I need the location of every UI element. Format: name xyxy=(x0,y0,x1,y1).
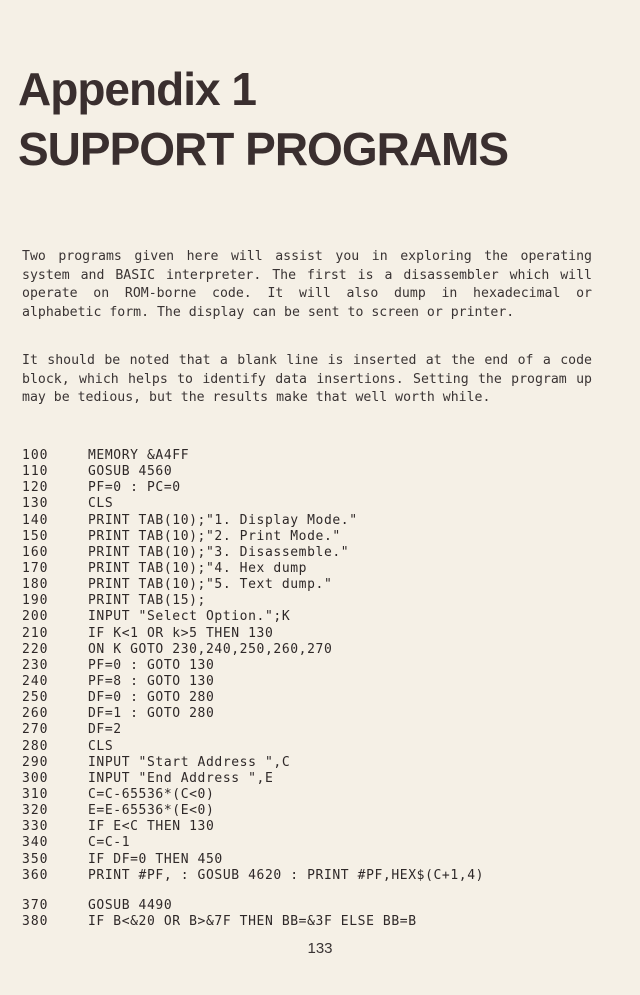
page-number: 133 xyxy=(307,940,333,957)
code-statement: IF E<C THEN 130 xyxy=(88,819,215,835)
line-number: 330 xyxy=(22,819,49,835)
code-line xyxy=(22,914,622,930)
code-line xyxy=(22,658,622,674)
line-number: 230 xyxy=(22,657,49,673)
code-line xyxy=(22,496,622,512)
line-number: 300 xyxy=(22,770,49,786)
code-line xyxy=(22,739,622,755)
intro-paragraph: Two programs given here will assist you in exploring the operating system and BASIC interpreter. The first is a disassembler which will operate on ROM-borne code. It will also dump in hexadecimal or alphabetic form. The display can be sent to screen or printer. xyxy=(22,249,592,320)
code-line xyxy=(22,545,622,561)
code-statement: E=E-65536*(E<0) xyxy=(88,803,215,819)
code-line xyxy=(22,835,622,851)
code-statement: PRINT TAB(10);"4. Hex dump xyxy=(88,560,308,576)
code-statement: DF=0 : GOTO 280 xyxy=(88,690,215,706)
line-number: 380 xyxy=(22,913,49,929)
code-statement: CLS xyxy=(88,738,114,754)
line-number: 360 xyxy=(22,867,49,883)
code-line xyxy=(22,529,622,545)
code-line xyxy=(22,513,622,529)
code-statement: PRINT #PF, : GOSUB 4620 : PRINT #PF,HEX$(C+1,4) xyxy=(88,867,485,883)
code-line xyxy=(22,852,622,868)
line-number: 210 xyxy=(22,625,49,641)
line-number: 170 xyxy=(22,560,49,576)
code-line xyxy=(22,771,622,787)
code-line xyxy=(22,690,622,706)
note-paragraph: It should be noted that a blank line is inserted at the end of a code block, which helps to identify data insertions. Setting the program up may be tedious, but the results make that well worth while. xyxy=(22,353,592,405)
line-number: 180 xyxy=(22,577,49,593)
code-statement: PRINT TAB(10);"2. Print Mode." xyxy=(88,528,341,544)
code-line xyxy=(22,561,622,577)
code-statement: C=C-65536*(C<0) xyxy=(88,786,215,802)
code-line xyxy=(22,674,622,690)
line-number: 120 xyxy=(22,480,49,496)
code-line xyxy=(22,642,622,658)
code-statement: PRINT TAB(10);"3. Disassemble." xyxy=(88,544,350,560)
line-number: 240 xyxy=(22,673,49,689)
line-number: 340 xyxy=(22,835,49,851)
line-number: 110 xyxy=(22,464,49,480)
line-number: 310 xyxy=(22,786,49,802)
code-line xyxy=(22,626,622,642)
line-number: 200 xyxy=(22,609,49,625)
line-number: 250 xyxy=(22,690,49,706)
code-statement: IF B<&20 OR B>&7F THEN BB=&3F ELSE BB=B xyxy=(88,913,417,929)
code-statement: PF=8 : GOTO 130 xyxy=(88,673,215,689)
code-line xyxy=(22,593,622,609)
code-line xyxy=(22,577,622,593)
code-line xyxy=(22,755,622,771)
line-number: 130 xyxy=(22,496,49,512)
code-line xyxy=(22,787,622,803)
code-statement: INPUT "Select Option.";K xyxy=(88,609,291,625)
code-statement: PRINT TAB(10);"1. Display Mode." xyxy=(88,512,358,528)
code-statement: PF=0 : GOTO 130 xyxy=(88,657,215,673)
code-line xyxy=(22,722,622,738)
code-line xyxy=(22,898,622,914)
code-line xyxy=(22,609,622,625)
line-number: 320 xyxy=(22,803,49,819)
code-statement: PRINT TAB(15); xyxy=(88,593,206,609)
code-statement: INPUT "Start Address ",C xyxy=(88,754,291,770)
line-number: 290 xyxy=(22,754,49,770)
line-number: 270 xyxy=(22,722,49,738)
code-statement: GOSUB 4560 xyxy=(88,464,173,480)
code-statement: PF=0 : PC=0 xyxy=(88,480,181,496)
line-number: 150 xyxy=(22,528,49,544)
code-statement: ON K GOTO 230,240,250,260,270 xyxy=(88,641,333,657)
chapter-title: SUPPORT PROGRAMS xyxy=(18,123,509,175)
code-statement: IF K<1 OR k>5 THEN 130 xyxy=(88,625,274,641)
code-line xyxy=(22,819,622,835)
code-line xyxy=(22,706,622,722)
code-statement: IF DF=0 THEN 450 xyxy=(88,851,223,867)
line-number: 370 xyxy=(22,897,49,913)
code-statement: MEMORY &A4FF xyxy=(88,448,190,463)
code-statement: GOSUB 4490 xyxy=(88,897,173,913)
basic-listing xyxy=(22,448,622,930)
line-number: 100 xyxy=(22,448,49,463)
code-line xyxy=(22,868,622,884)
code-statement: C=C-1 xyxy=(88,835,131,851)
line-number: 140 xyxy=(22,512,49,528)
appendix-heading: Appendix 1 xyxy=(18,63,256,115)
line-number: 160 xyxy=(22,544,49,560)
code-statement: DF=1 : GOTO 280 xyxy=(88,706,215,722)
code-statement: PRINT TAB(10);"5. Text dump." xyxy=(88,577,333,593)
line-number: 190 xyxy=(22,593,49,609)
code-statement: DF=2 xyxy=(88,722,122,738)
code-line xyxy=(22,448,622,464)
code-line xyxy=(22,464,622,480)
code-line xyxy=(22,803,622,819)
line-number: 220 xyxy=(22,641,49,657)
code-statement: INPUT "End Address ",E xyxy=(88,770,274,786)
code-statement: CLS xyxy=(88,496,114,512)
code-line xyxy=(22,480,622,496)
line-number: 260 xyxy=(22,706,49,722)
line-number: 350 xyxy=(22,851,49,867)
line-number: 280 xyxy=(22,738,49,754)
